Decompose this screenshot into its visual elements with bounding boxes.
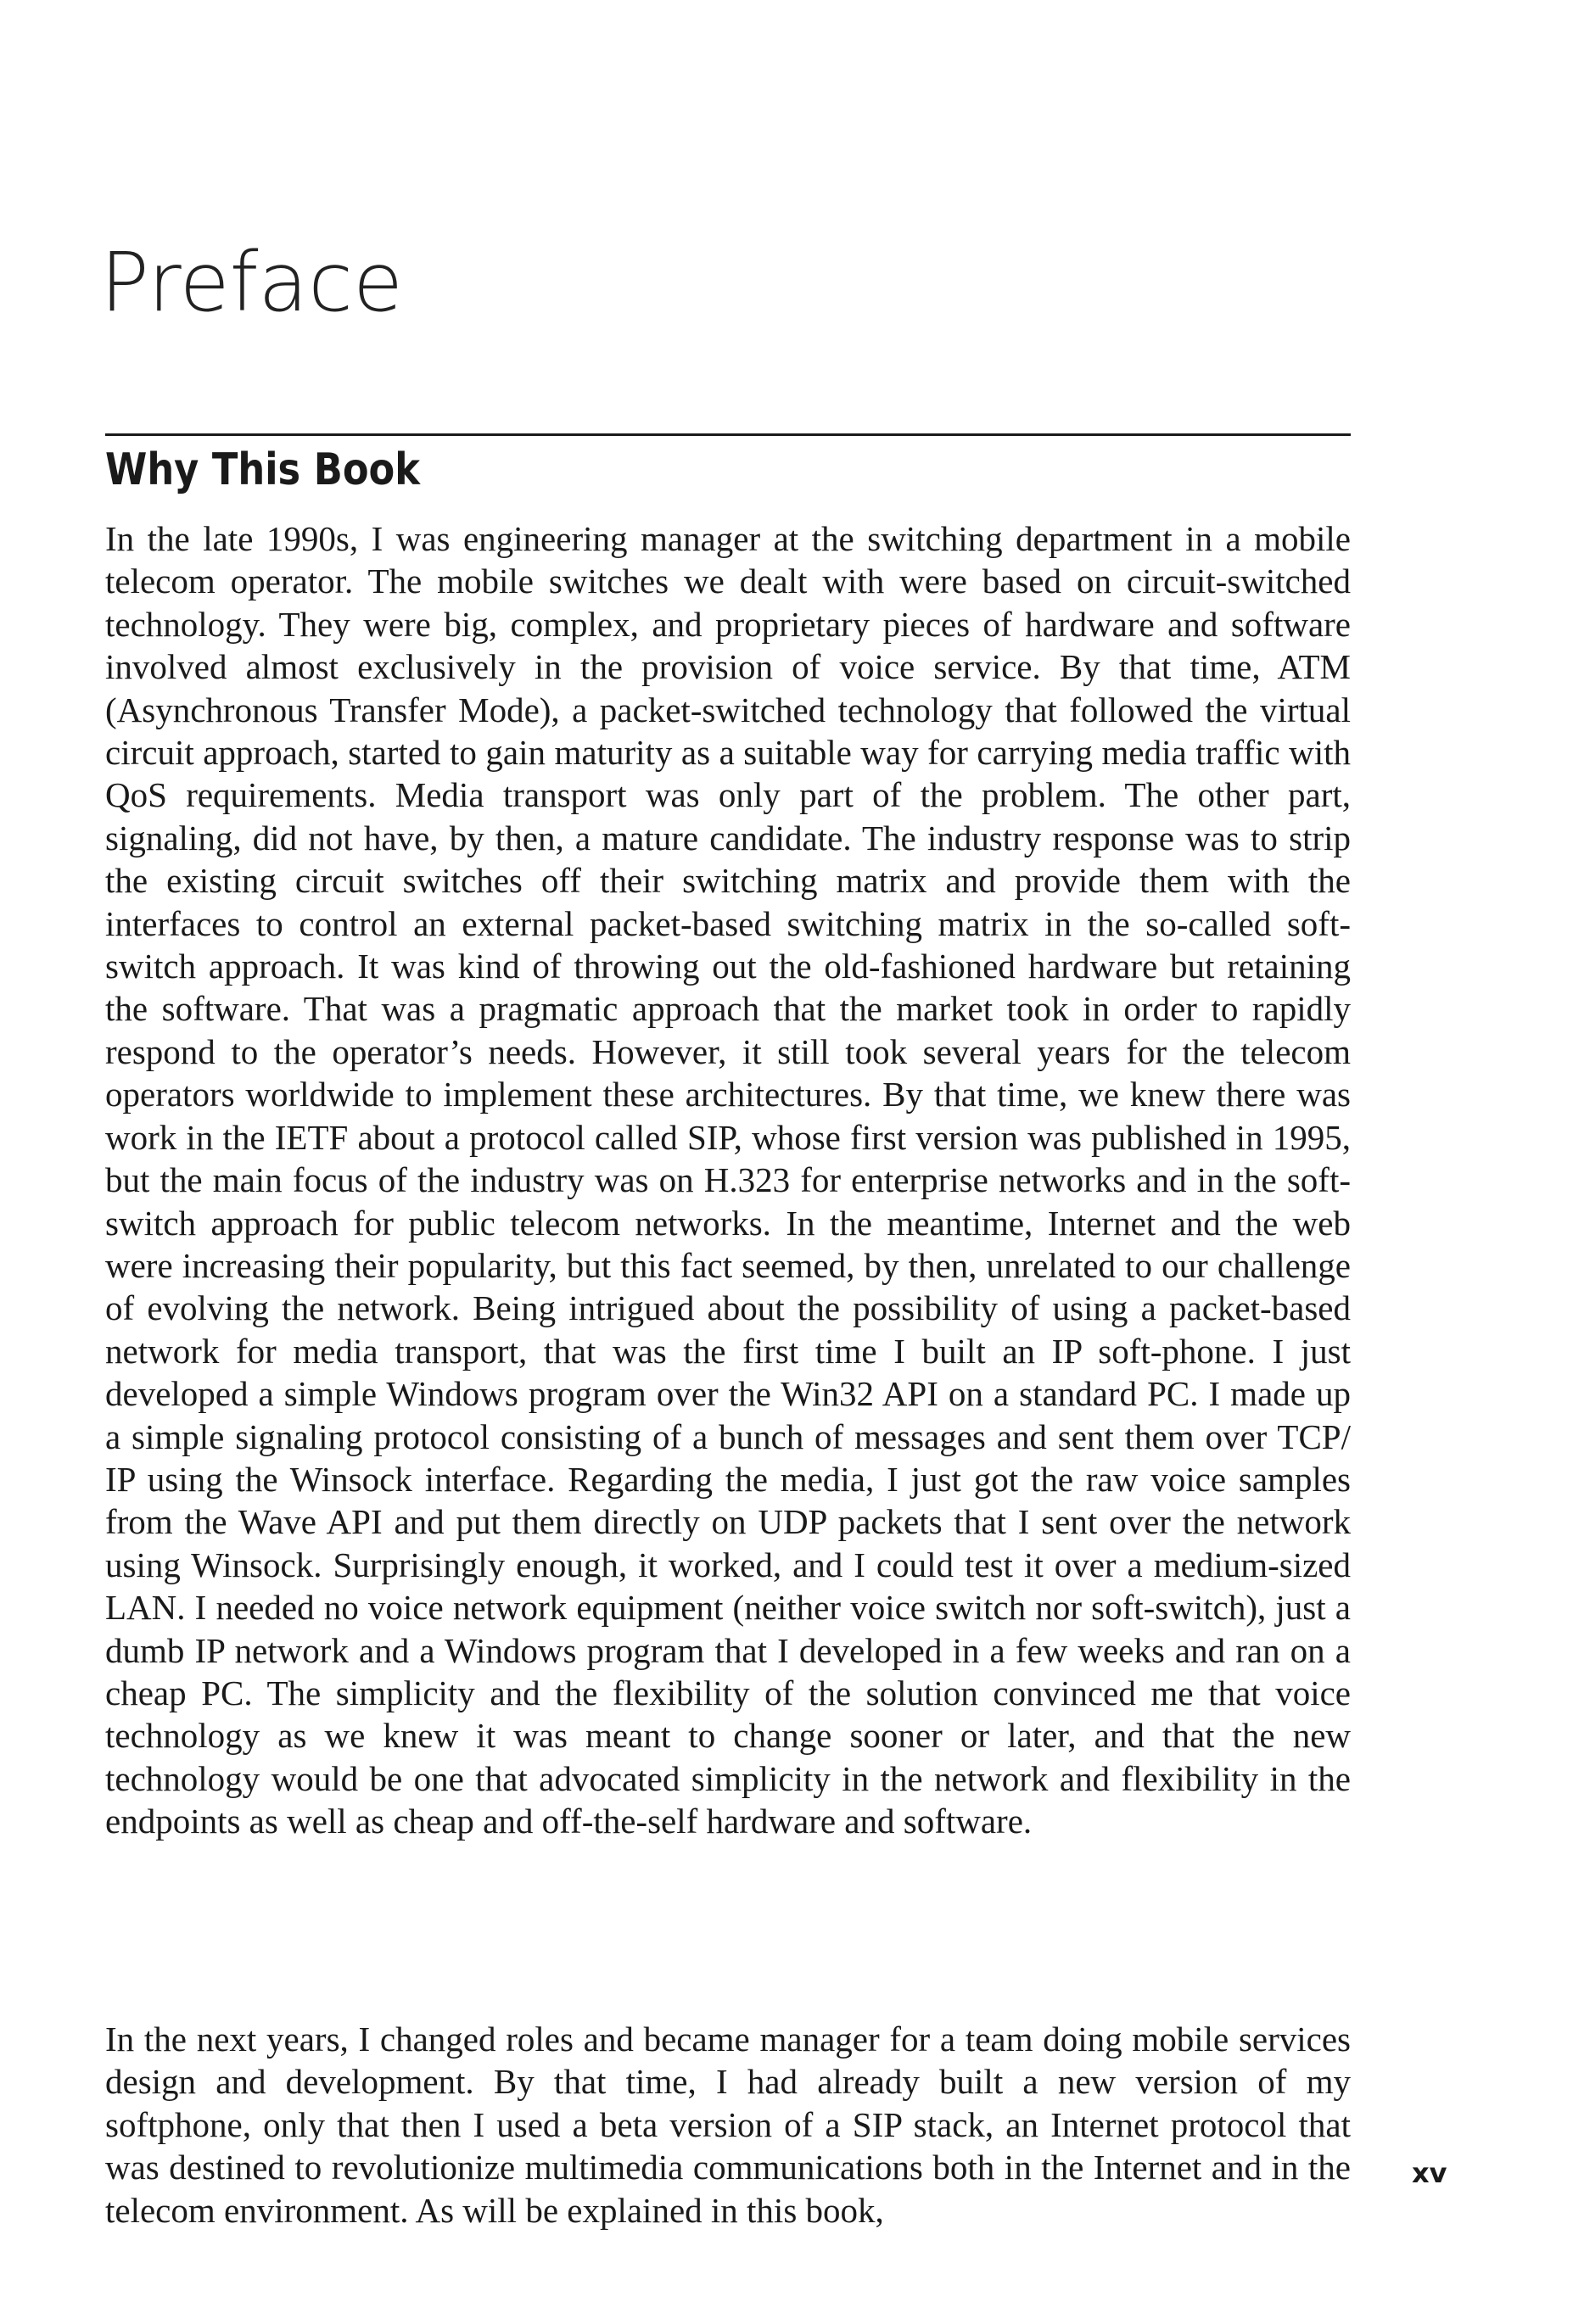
section-heading: Why This Book	[105, 444, 421, 495]
body-paragraph: In the late 1990s, I was engineering manager at the switching department in a mobile telecom operator. The mobile switches we dealt with were based on circuit-switched technology. They were big, complex, and proprietary pieces of hardware and software involved almost exclusively in the provision of voice service. By that time, ATM (Asynchronous Transfer Mode), a packet-switched technology that followed the virtual circuit approach, started to gain maturity as a suitable way for carrying media traffic with QoS requirements. Media transport was only part of the problem. The other part, signaling, did not have, by then, a mature candidate. The industry response was to strip the existing circuit switches off their switching matrix and provide them with the interfaces to control an external packet-based switching matrix in the so-called soft-switch approach. It was kind of throwing out the old-fashioned hardware but retaining the software. That was a pragmatic approach that the market took in order to rapidly respond to the operator’s needs. However, it still took several years for the telecom operators worldwide to implement these architectures. By that time, we knew there was work in the IETF about a protocol called SIP, whose first version was published in 1995, but the main focus of the industry was on H.323 for enterprise networks and in the soft-switch approach for public telecom networks. In the meantime, Internet and the web were increasing their popularity, but this fact seemed, by then, unrelated to our challenge of evolving the network. Being intrigued about the possibility of using a packet-based network for media transport, that was the first time I built an IP soft-phone. I just developed a simple Windows program over the Win32 API on a standard PC. I made up a simple signaling protocol consisting of a bunch of messages and sent them over TCP/ IP using the Winsock interface. Regarding the media, I just got the raw voice samples from the Wave API and put them directly on UDP packets that I sent over the network using Winsock. Surprisingly enough, it worked, and I could test it over a medium-sized LAN. I needed no voice network equipment (neither voice switch nor soft-switch), just a dumb IP network and a Windows program that I developed in a few weeks and ran on a cheap PC. The simplicity and the flexibility of the solution convinced me that voice technology as we knew it was meant to change sooner or later, and that the new technology would be one that advocated simplicity in the network and flexibility in the endpoints as well as cheap and off-the-self hardware and software.	[105, 519, 1351, 1841]
chapter-title: Preface	[100, 235, 404, 330]
page-number: xv	[1412, 2157, 1447, 2189]
section-divider	[105, 433, 1351, 436]
body-paragraph: In the next years, I changed roles and became manager for a team doing mobile services design and development. By that time, I had already built a new version of my softphone, only that then I used a beta version of a SIP stack, an Internet protocol that was destined to revolutionize multimedia communications both in the Internet and in the telecom environment. As will be explained in this book,	[105, 2020, 1351, 2230]
